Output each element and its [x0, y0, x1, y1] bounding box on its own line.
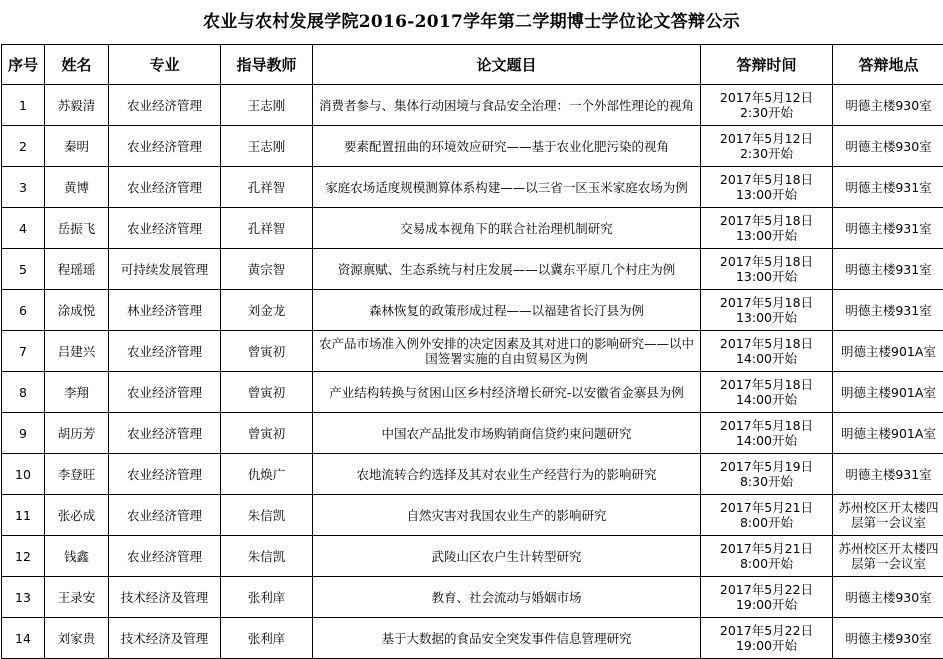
cell-thesis[interactable]: 武陵山区农户生计转型研究 [313, 536, 701, 577]
cell-time-date: 2017年5月18日 [703, 213, 830, 228]
cell-major[interactable]: 农业经济管理 [109, 208, 221, 249]
header-major[interactable]: 专业 [109, 45, 221, 85]
cell-name[interactable]: 涂成悦 [45, 290, 109, 331]
table-row [2, 167, 943, 208]
header-row [2, 45, 943, 85]
cell-time[interactable] [701, 577, 833, 618]
cell-advisor[interactable]: 王志刚 [221, 126, 313, 167]
cell-thesis[interactable]: 资源禀赋、生态系统与村庄发展——以冀东平原几个村庄为例 [313, 249, 701, 290]
cell-time-date: 2017年5月18日 [703, 418, 830, 433]
cell-time-date: 2017年5月21日 [703, 500, 830, 515]
cell-seq[interactable]: 2 [2, 126, 45, 167]
header-time[interactable]: 答辩时间 [701, 45, 833, 85]
cell-thesis[interactable]: 农产品市场准入例外安排的决定因素及其对进口的影响研究——以中国签署实施的自由贸易区为例 [313, 331, 701, 372]
table-row [2, 126, 943, 167]
cell-name[interactable]: 王录安 [45, 577, 109, 618]
cell-time[interactable] [701, 126, 833, 167]
cell-time[interactable] [701, 208, 833, 249]
cell-time-date: 2017年5月18日 [703, 336, 830, 351]
cell-seq[interactable]: 4 [2, 208, 45, 249]
table-row [2, 85, 943, 126]
defense-schedule-table [1, 44, 943, 659]
cell-name[interactable]: 苏毅清 [45, 85, 109, 126]
cell-location[interactable]: 明德主楼901A室 [833, 372, 943, 413]
cell-time-date: 2017年5月22日 [703, 582, 830, 597]
table-row [2, 208, 943, 249]
cell-time-start: 13:00开始 [703, 310, 830, 325]
cell-location[interactable]: 明德主楼930室 [833, 85, 943, 126]
cell-name[interactable]: 刘家贵 [45, 618, 109, 659]
cell-time-start: 19:00开始 [703, 597, 830, 612]
cell-thesis[interactable]: 产业结构转换与贫困山区乡村经济增长研究-以安徽省金寨县为例 [313, 372, 701, 413]
header-seq[interactable]: 序号 [2, 45, 45, 85]
cell-name[interactable]: 钱鑫 [45, 536, 109, 577]
cell-time[interactable] [701, 249, 833, 290]
header-thesis[interactable]: 论文题目 [313, 45, 701, 85]
cell-time-start: 13:00开始 [703, 228, 830, 243]
header-name[interactable]: 姓名 [45, 45, 109, 85]
table-row [2, 331, 943, 372]
cell-location[interactable]: 明德主楼931室 [833, 454, 943, 495]
cell-major[interactable]: 林业经济管理 [109, 290, 221, 331]
cell-thesis[interactable]: 要素配置扭曲的环境效应研究——基于农业化肥污染的视角 [313, 126, 701, 167]
cell-advisor[interactable]: 王志刚 [221, 85, 313, 126]
table-row [2, 454, 943, 495]
table-row [2, 495, 943, 536]
cell-time-date: 2017年5月18日 [703, 172, 830, 187]
cell-seq[interactable]: 11 [2, 495, 45, 536]
cell-major[interactable]: 农业经济管理 [109, 167, 221, 208]
cell-time-date: 2017年5月12日 [703, 90, 830, 105]
cell-seq[interactable]: 1 [2, 85, 45, 126]
cell-time-start: 2:30开始 [703, 146, 830, 161]
cell-time-date: 2017年5月18日 [703, 377, 830, 392]
cell-seq[interactable]: 12 [2, 536, 45, 577]
cell-seq[interactable]: 14 [2, 618, 45, 659]
cell-major[interactable]: 可持续发展管理 [109, 249, 221, 290]
cell-advisor[interactable]: 曾寅初 [221, 331, 313, 372]
cell-time[interactable] [701, 331, 833, 372]
table-row [2, 577, 943, 618]
cell-time-start: 14:00开始 [703, 392, 830, 407]
cell-time-start: 14:00开始 [703, 351, 830, 366]
cell-seq[interactable]: 7 [2, 331, 45, 372]
cell-advisor[interactable]: 张利庠 [221, 577, 313, 618]
cell-time-start: 2:30开始 [703, 105, 830, 120]
cell-seq[interactable]: 9 [2, 413, 45, 454]
cell-time-start: 19:00开始 [703, 638, 830, 653]
cell-time-start: 8:00开始 [703, 556, 830, 571]
cell-thesis[interactable]: 中国农产品批发市场购销商信贷约束问题研究 [313, 413, 701, 454]
cell-time-start: 8:30开始 [703, 474, 830, 489]
cell-major[interactable]: 农业经济管理 [109, 495, 221, 536]
cell-thesis[interactable]: 自然灾害对我国农业生产的影响研究 [313, 495, 701, 536]
cell-time-date: 2017年5月22日 [703, 623, 830, 638]
cell-time-date: 2017年5月12日 [703, 131, 830, 146]
cell-location[interactable]: 明德主楼931室 [833, 290, 943, 331]
cell-seq[interactable]: 5 [2, 249, 45, 290]
table-row [2, 372, 943, 413]
cell-time-date: 2017年5月18日 [703, 295, 830, 310]
cell-location[interactable]: 明德主楼930室 [833, 577, 943, 618]
cell-name[interactable]: 秦明 [45, 126, 109, 167]
cell-name[interactable]: 岳振飞 [45, 208, 109, 249]
cell-thesis[interactable]: 基于大数据的食品安全突发事件信息管理研究 [313, 618, 701, 659]
cell-major[interactable]: 农业经济管理 [109, 85, 221, 126]
cell-time-date: 2017年5月18日 [703, 254, 830, 269]
cell-name[interactable]: 李登旺 [45, 454, 109, 495]
cell-major[interactable]: 农业经济管理 [109, 413, 221, 454]
header-advisor[interactable]: 指导教师 [221, 45, 313, 85]
cell-time-date: 2017年5月21日 [703, 541, 830, 556]
cell-thesis[interactable]: 森林恢复的政策形成过程——以福建省长汀县为例 [313, 290, 701, 331]
cell-advisor[interactable]: 孔祥智 [221, 208, 313, 249]
cell-time[interactable] [701, 372, 833, 413]
table-row [2, 536, 943, 577]
cell-name[interactable]: 吕建兴 [45, 331, 109, 372]
cell-location[interactable]: 明德主楼930室 [833, 126, 943, 167]
cell-time[interactable] [701, 290, 833, 331]
cell-advisor[interactable]: 仇焕广 [221, 454, 313, 495]
cell-location[interactable]: 明德主楼931室 [833, 208, 943, 249]
cell-advisor[interactable]: 刘金龙 [221, 290, 313, 331]
cell-seq[interactable]: 3 [2, 167, 45, 208]
cell-name[interactable]: 李翔 [45, 372, 109, 413]
cell-time[interactable] [701, 85, 833, 126]
cell-location[interactable]: 苏州校区开太楼四层第一会议室 [833, 495, 943, 536]
cell-major[interactable]: 农业经济管理 [109, 331, 221, 372]
cell-advisor[interactable]: 朱信凯 [221, 536, 313, 577]
cell-time-start: 14:00开始 [703, 433, 830, 448]
cell-time-start: 8:00开始 [703, 515, 830, 530]
cell-seq[interactable]: 6 [2, 290, 45, 331]
cell-major[interactable]: 农业经济管理 [109, 372, 221, 413]
cell-thesis[interactable]: 消费者参与、集体行动困境与食品安全治理：一个外部性理论的视角 [313, 85, 701, 126]
cell-name[interactable]: 程瑶瑶 [45, 249, 109, 290]
cell-name[interactable]: 胡历芳 [45, 413, 109, 454]
cell-location[interactable]: 明德主楼901A室 [833, 413, 943, 454]
cell-location[interactable]: 明德主楼901A室 [833, 331, 943, 372]
cell-thesis[interactable]: 交易成本视角下的联合社治理机制研究 [313, 208, 701, 249]
cell-location[interactable]: 苏州校区开太楼四层第一会议室 [833, 536, 943, 577]
cell-thesis[interactable]: 教育、社会流动与婚姻市场 [313, 577, 701, 618]
cell-thesis[interactable]: 家庭农场适度规模测算体系构建——以三省一区玉米家庭农场为例 [313, 167, 701, 208]
header-location[interactable]: 答辩地点 [833, 45, 943, 85]
cell-advisor[interactable]: 曾寅初 [221, 413, 313, 454]
cell-advisor[interactable]: 张利庠 [221, 618, 313, 659]
cell-time[interactable] [701, 536, 833, 577]
cell-time[interactable] [701, 167, 833, 208]
cell-advisor[interactable]: 孔祥智 [221, 167, 313, 208]
table-row [2, 249, 943, 290]
cell-advisor[interactable]: 朱信凯 [221, 495, 313, 536]
cell-location[interactable]: 明德主楼930室 [833, 618, 943, 659]
cell-location[interactable]: 明德主楼931室 [833, 167, 943, 208]
cell-time[interactable] [701, 454, 833, 495]
cell-time[interactable] [701, 495, 833, 536]
table-row [2, 290, 943, 331]
cell-time-date: 2017年5月19日 [703, 459, 830, 474]
cell-major[interactable]: 农业经济管理 [109, 126, 221, 167]
cell-time[interactable] [701, 413, 833, 454]
cell-seq[interactable]: 8 [2, 372, 45, 413]
cell-seq[interactable]: 13 [2, 577, 45, 618]
cell-location[interactable]: 明德主楼931室 [833, 249, 943, 290]
cell-major[interactable]: 农业经济管理 [109, 536, 221, 577]
cell-major[interactable]: 技术经济及管理 [109, 618, 221, 659]
table-row [2, 413, 943, 454]
cell-seq[interactable]: 10 [2, 454, 45, 495]
cell-name[interactable]: 张必成 [45, 495, 109, 536]
page-title: 农业与农村发展学院2016-2017学年第二学期博士学位论文答辩公示 [0, 0, 943, 44]
cell-advisor[interactable]: 曾寅初 [221, 372, 313, 413]
cell-advisor[interactable]: 黄宗智 [221, 249, 313, 290]
cell-major[interactable]: 技术经济及管理 [109, 577, 221, 618]
cell-name[interactable]: 黄博 [45, 167, 109, 208]
cell-thesis[interactable]: 农地流转合约选择及其对农业生产经营行为的影响研究 [313, 454, 701, 495]
cell-time-start: 13:00开始 [703, 187, 830, 202]
cell-major[interactable]: 农业经济管理 [109, 454, 221, 495]
cell-time-start: 13:00开始 [703, 269, 830, 284]
